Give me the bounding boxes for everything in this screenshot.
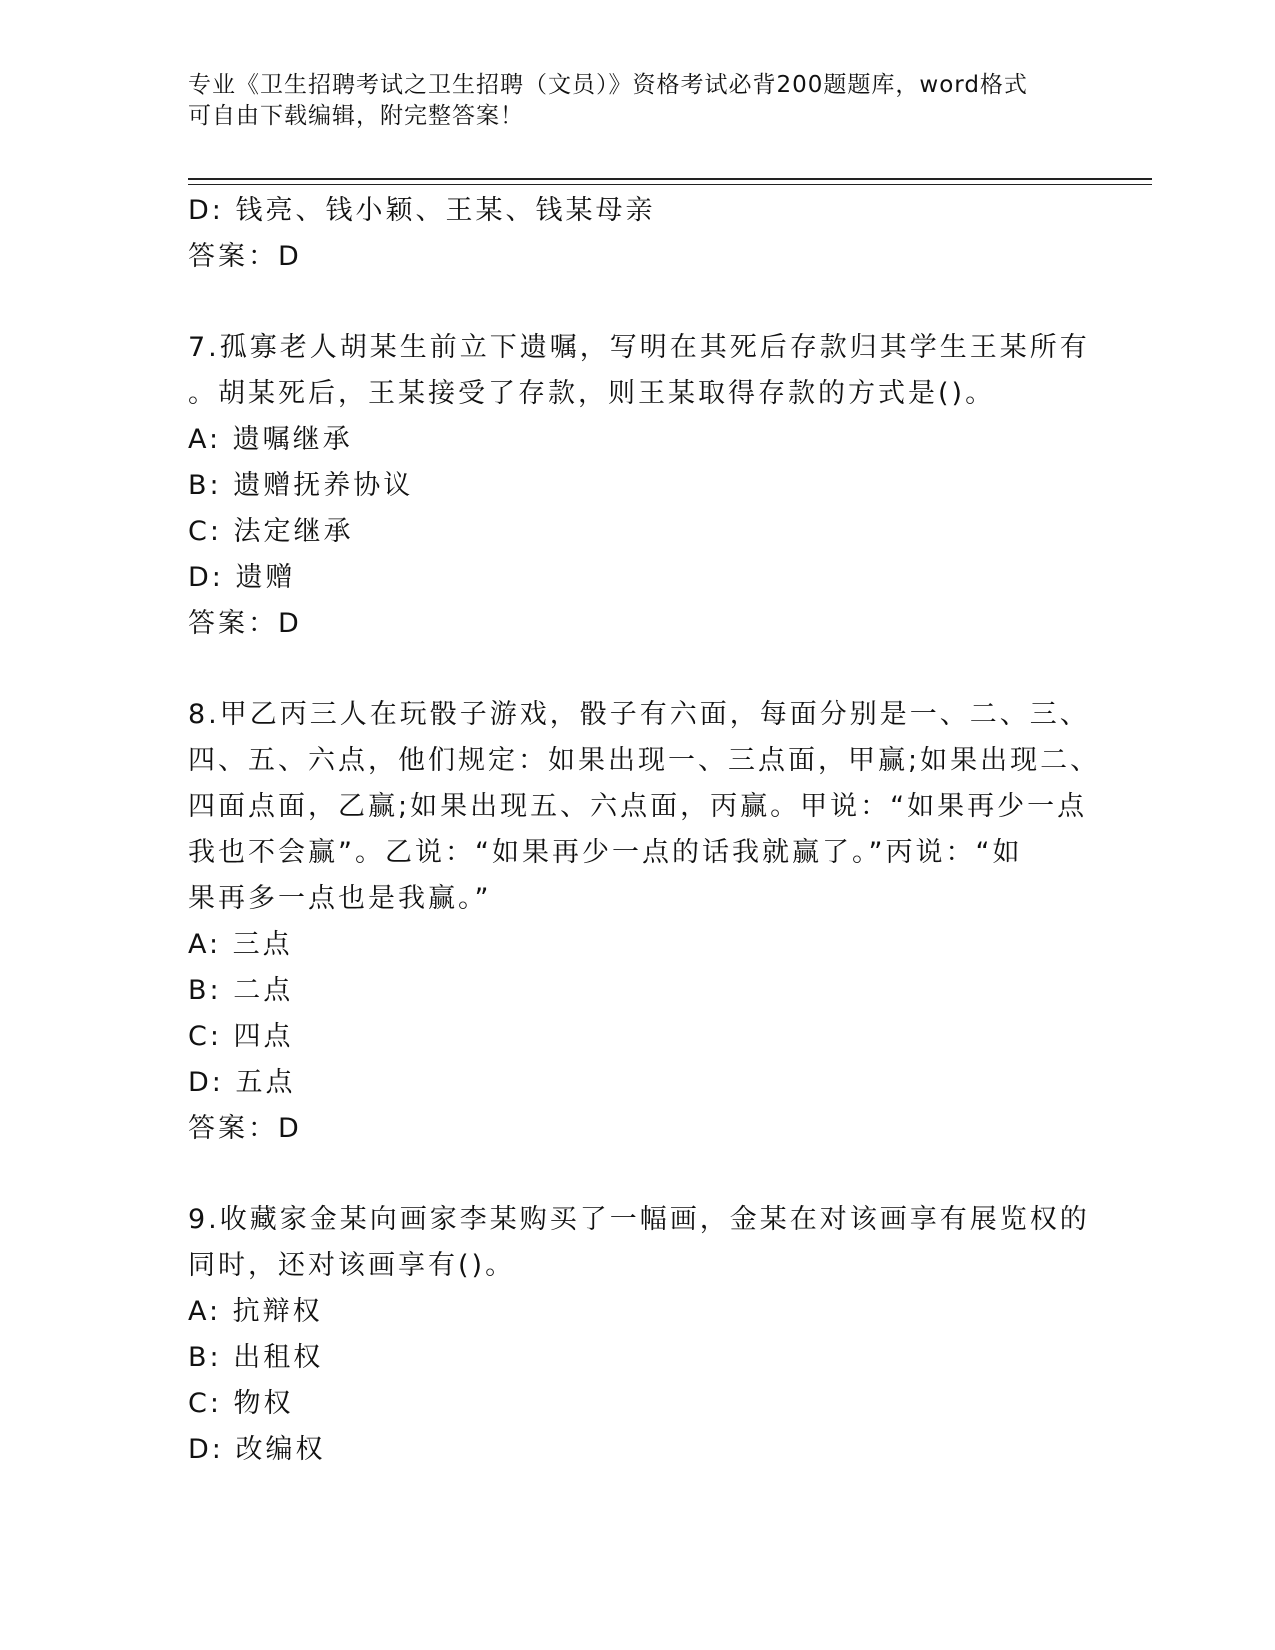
option-b: B: 遗赠抚养协议 xyxy=(188,470,414,501)
question-text-line: 同时，还对该画享有()。 xyxy=(188,1250,516,1281)
question-text-line: 四面点面，乙赢;如果出现五、六点面，丙赢。甲说：“如果再少一点 xyxy=(188,791,1088,822)
option-d: D: 五点 xyxy=(188,1067,296,1098)
option-a: A: 三点 xyxy=(188,929,293,960)
option-b: B: 出租权 xyxy=(188,1342,324,1373)
option-d: D: 改编权 xyxy=(188,1434,326,1465)
question-text-line: 7.孤寡老人胡某生前立下遗嘱，写明在其死后存款归其学生王某所有 xyxy=(188,332,1090,363)
option-a: A: 抗辩权 xyxy=(188,1296,323,1327)
option-d: D: 遗赠 xyxy=(188,562,296,593)
question-text-line: 四、五、六点，他们规定：如果出现一、三点面，甲赢;如果出现二、 xyxy=(188,745,1101,776)
header-divider-thick xyxy=(188,178,1152,180)
option-c: C: 物权 xyxy=(188,1388,294,1419)
page-header xyxy=(188,70,1088,132)
answer-line: 答案：D xyxy=(188,1113,302,1144)
option-c: C: 四点 xyxy=(188,1021,294,1052)
header-line-2: 可自由下载编辑，附完整答案！ xyxy=(188,103,524,129)
question-text-line: 我也不会赢”。乙说：“如果再少一点的话我就赢了。”丙说：“如 xyxy=(188,837,1023,868)
option-b: B: 二点 xyxy=(188,975,294,1006)
question-text-line: 果再多一点也是我赢。” xyxy=(188,883,492,914)
option-c: C: 法定继承 xyxy=(188,516,354,547)
question-9 xyxy=(188,1197,1088,1473)
question-text-line: 。胡某死后，王某接受了存款，则王某取得存款的方式是()。 xyxy=(188,378,996,409)
option-a: A: 遗嘱继承 xyxy=(188,424,353,455)
question-7 xyxy=(188,325,1088,647)
option-d: D: 钱亮、钱小颖、王某、钱某母亲 xyxy=(188,195,656,226)
answer-line: 答案：D xyxy=(188,241,302,272)
spacer xyxy=(188,647,1088,692)
header-divider-thin xyxy=(188,184,1152,185)
spacer xyxy=(188,1152,1088,1197)
spacer xyxy=(188,280,1088,325)
question-text-line: 8.甲乙丙三人在玩骰子游戏，骰子有六面，每面分别是一、二、三、 xyxy=(188,699,1090,730)
question-content xyxy=(188,188,1101,1473)
header-line-1: 专业《卫生招聘考试之卫生招聘（文员）》资格考试必背200题题库，word格式 xyxy=(188,72,1028,98)
question-text-line: 9.收藏家金某向画家李某购买了一幅画，金某在对该画享有展览权的 xyxy=(188,1204,1090,1235)
question-8 xyxy=(188,692,1101,1152)
answer-line: 答案：D xyxy=(188,608,302,639)
